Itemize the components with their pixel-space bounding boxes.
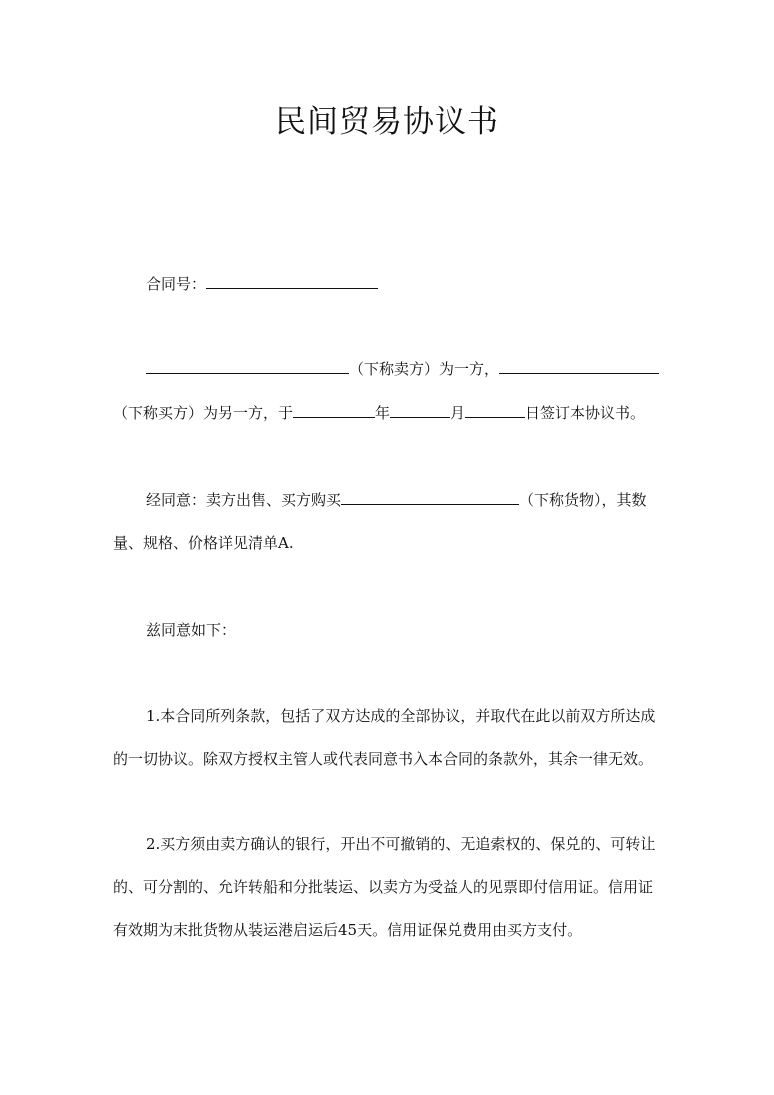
- month-label: 月: [450, 404, 466, 422]
- seller-designation: （下称卖方）为一方，: [349, 360, 500, 378]
- goods-blank[interactable]: [341, 490, 519, 505]
- buyer-designation: （下称买方）为另一方，于: [113, 404, 294, 422]
- document-title: 民间贸易协议书: [275, 104, 499, 140]
- agreement-line-1: [146, 488, 661, 512]
- hereby-heading: 兹同意如下：: [146, 621, 237, 639]
- contract-number-blank[interactable]: [206, 274, 378, 289]
- clause-1-line-1: 1.本合同所列条款，包括了双方达成的全部协议，并取代在此以前双方所达成: [146, 707, 656, 725]
- seller-name-blank[interactable]: [146, 359, 349, 374]
- parties-line-1: [146, 357, 661, 381]
- agreement-line-2: 量、规格、价格详见清单A.: [113, 534, 294, 552]
- signing-text: 日签订本协议书。: [525, 404, 646, 422]
- clause-2-line-3: 有效期为末批货物从装运港启运后45天。信用证保兑费用由买方支付。: [113, 921, 583, 939]
- agreement-text-a: 经同意：卖方出售、买方购买: [146, 491, 342, 509]
- month-blank[interactable]: [390, 403, 450, 418]
- contract-number-label: 合同号：: [146, 275, 207, 293]
- clause-1-line-2: 的一切协议。除双方授权主管人或代表同意书入本合同的条款外，其余一律无效。: [113, 750, 654, 768]
- day-blank[interactable]: [465, 403, 525, 418]
- parties-line-2: [113, 401, 661, 425]
- agreement-text-b: （下称货物），其数: [519, 491, 647, 509]
- contract-number-line: [146, 272, 661, 296]
- buyer-name-blank[interactable]: [499, 359, 659, 374]
- year-label: 年: [375, 404, 391, 422]
- clause-2-line-1: 2.买方须由卖方确认的银行，开出不可撤销的、无追索权的、保兑的、可转让: [146, 835, 656, 853]
- year-blank[interactable]: [293, 403, 375, 418]
- clause-2-line-2: 的、可分割的、允许转船和分批装运、以卖方为受益人的见票即付信用证。信用证: [113, 878, 654, 896]
